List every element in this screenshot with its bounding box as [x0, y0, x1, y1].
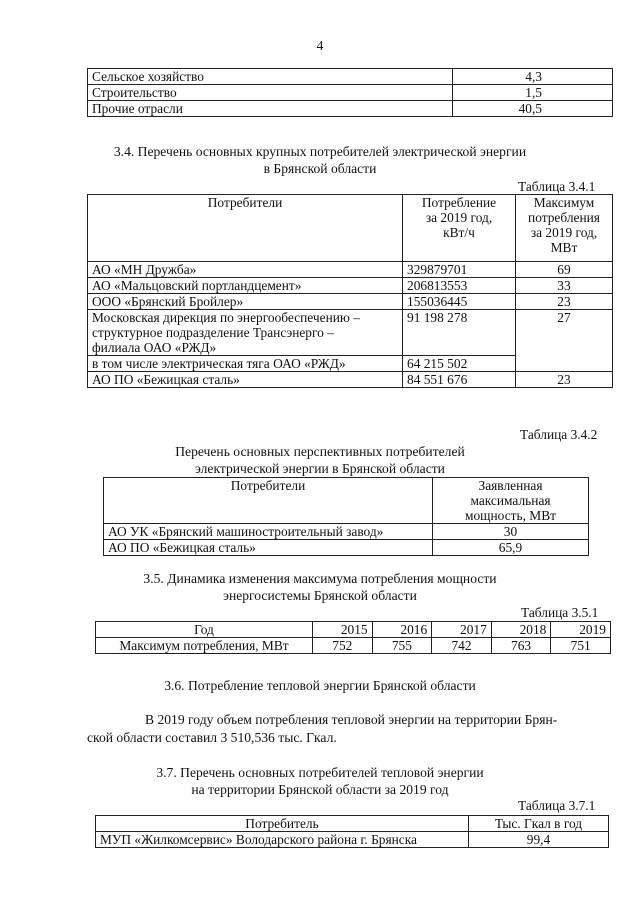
heat-value: 99,4: [469, 832, 609, 848]
section-3-6-paragraph: [87, 711, 617, 747]
table-row: [88, 294, 613, 310]
industry-name: Строительство: [88, 85, 453, 101]
table-row: [88, 310, 613, 356]
table-row: [104, 540, 589, 556]
table-caption-3-4-2: Таблица 3.4.2: [520, 427, 598, 442]
consumer-max: 69: [516, 262, 613, 278]
consumer-consumption: 64 215 502: [403, 356, 516, 372]
header-year: Год: [96, 622, 313, 638]
header-line: за 2019 год,: [425, 210, 493, 225]
name-line: филиала ОАО «РЖД»: [92, 340, 217, 355]
table-header-row: [96, 816, 609, 832]
header-line: Потребление: [421, 195, 497, 210]
prospective-consumers-table: [103, 477, 589, 556]
paragraph-line: ской области составил 3 510,536 тыс. Гкал.: [87, 730, 337, 745]
consumer-name: в том числе электрическая тяга ОАО «РЖД»: [88, 356, 403, 372]
industry-value: 40,5: [453, 101, 613, 117]
industry-name: Прочие отрасли: [88, 101, 453, 117]
header-consumer: Потребитель: [96, 816, 469, 832]
heading-line: 3.4. Перечень основных крупных потребителей электрической энергии: [113, 144, 527, 159]
industry-name: Сельское хозяйство: [88, 69, 453, 85]
heading-line: электрической энергии в Брянской области: [195, 461, 445, 476]
table-header-row: [96, 622, 611, 638]
paragraph-line: В 2019 году объем потребления тепловой энергии на территории Брян-: [145, 712, 558, 727]
value-cell: 763: [491, 638, 551, 654]
row-label: Максимум потребления, МВт: [96, 638, 313, 654]
section-3-5-heading: [0, 570, 640, 604]
consumer-name: МУП «Жилкомсервис» Володарского района г. Брянска: [96, 832, 469, 848]
header-line: Максимум: [533, 195, 595, 210]
consumer-name: АО «МН Дружба»: [88, 262, 403, 278]
header-consumption: [403, 195, 516, 262]
value-cell: 742: [432, 638, 492, 654]
industry-table: [87, 68, 613, 117]
section-3-7-heading: [0, 764, 640, 798]
consumer-consumption: 206813553: [403, 278, 516, 294]
heading-line: на территории Брянской области за 2019 год: [191, 782, 449, 797]
header-value: Тыс. Гкал в год: [469, 816, 609, 832]
declared-value: 65,9: [433, 540, 589, 556]
header-line: мощность, МВт: [465, 508, 556, 523]
table-row: [88, 262, 613, 278]
heading-line: энергосистемы Брянской области: [223, 588, 417, 603]
header-line: Заявленная максимальная: [470, 478, 551, 508]
section-3-4-2-heading: [0, 443, 640, 477]
heading-line: 3.7. Перечень основных потребителей тепловой энергии: [156, 765, 484, 780]
consumer-max: 27: [516, 310, 613, 372]
name-line: Московская дирекция по энергообеспечению –: [92, 310, 360, 325]
year-cell: 2019: [551, 622, 611, 638]
table-caption-3-4-1: Таблица 3.4.1: [518, 179, 596, 194]
year-cell: 2016: [372, 622, 432, 638]
table-row: [104, 524, 589, 540]
value-cell: 752: [313, 638, 373, 654]
table-row: [88, 278, 613, 294]
large-consumers-table: [87, 194, 613, 388]
consumer-name: АО ПО «Бежицкая сталь»: [104, 540, 433, 556]
year-cell: 2015: [313, 622, 373, 638]
consumer-name: ООО «Брянский Бройлер»: [88, 294, 403, 310]
consumer-consumption: 155036445: [403, 294, 516, 310]
heading-line: 3.5. Динамика изменения максимума потребления мощности: [143, 571, 497, 586]
industry-value: 4,3: [453, 69, 613, 85]
industry-value: 1,5: [453, 85, 613, 101]
value-cell: 755: [372, 638, 432, 654]
section-3-6-heading: 3.6. Потребление тепловой энергии Брянской области: [164, 678, 476, 693]
table-row: [88, 69, 613, 85]
table-row: [96, 638, 611, 654]
consumer-consumption: 329879701: [403, 262, 516, 278]
header-line: кВт/ч: [443, 225, 475, 240]
table-caption-3-5-1: Таблица 3.5.1: [521, 605, 599, 620]
consumer-name: АО ПО «Бежицкая сталь»: [88, 372, 403, 388]
header-consumers: Потребители: [88, 195, 403, 262]
consumer-max: 33: [516, 278, 613, 294]
page-number: 4: [316, 38, 324, 53]
header-declared: [433, 478, 589, 524]
table-header-row: [88, 195, 613, 262]
consumer-consumption: 91 198 278: [403, 310, 516, 356]
header-line: МВт: [550, 240, 578, 255]
table-row: [88, 85, 613, 101]
year-cell: 2018: [491, 622, 551, 638]
consumer-max: 23: [516, 294, 613, 310]
table-row: [96, 832, 609, 848]
heading-line: Перечень основных перспективных потребителей: [175, 444, 465, 459]
header-line: потребления: [528, 210, 600, 225]
max-power-table: [95, 621, 611, 654]
table-row: [88, 101, 613, 117]
table-header-row: [104, 478, 589, 524]
declared-value: 30: [433, 524, 589, 540]
consumer-max: 23: [516, 372, 613, 388]
consumer-name: АО УК «Брянский машиностроительный завод»: [104, 524, 433, 540]
table-row: [88, 372, 613, 388]
section-3-4-heading: [0, 143, 640, 177]
consumer-consumption: 84 551 676: [403, 372, 516, 388]
heading-line: в Брянской области: [263, 161, 377, 176]
header-line: за 2019 год,: [530, 225, 598, 240]
heat-consumers-table: [95, 815, 609, 848]
header-max: [516, 195, 613, 262]
consumer-name: [88, 310, 403, 356]
consumer-name: АО «Мальцовский портландцемент»: [88, 278, 403, 294]
header-consumers: Потребители: [104, 478, 433, 524]
year-cell: 2017: [432, 622, 492, 638]
value-cell: 751: [551, 638, 611, 654]
name-line: структурное подразделение Трансэнерго –: [92, 325, 334, 340]
table-caption-3-7-1: Таблица 3.7.1: [518, 798, 596, 813]
